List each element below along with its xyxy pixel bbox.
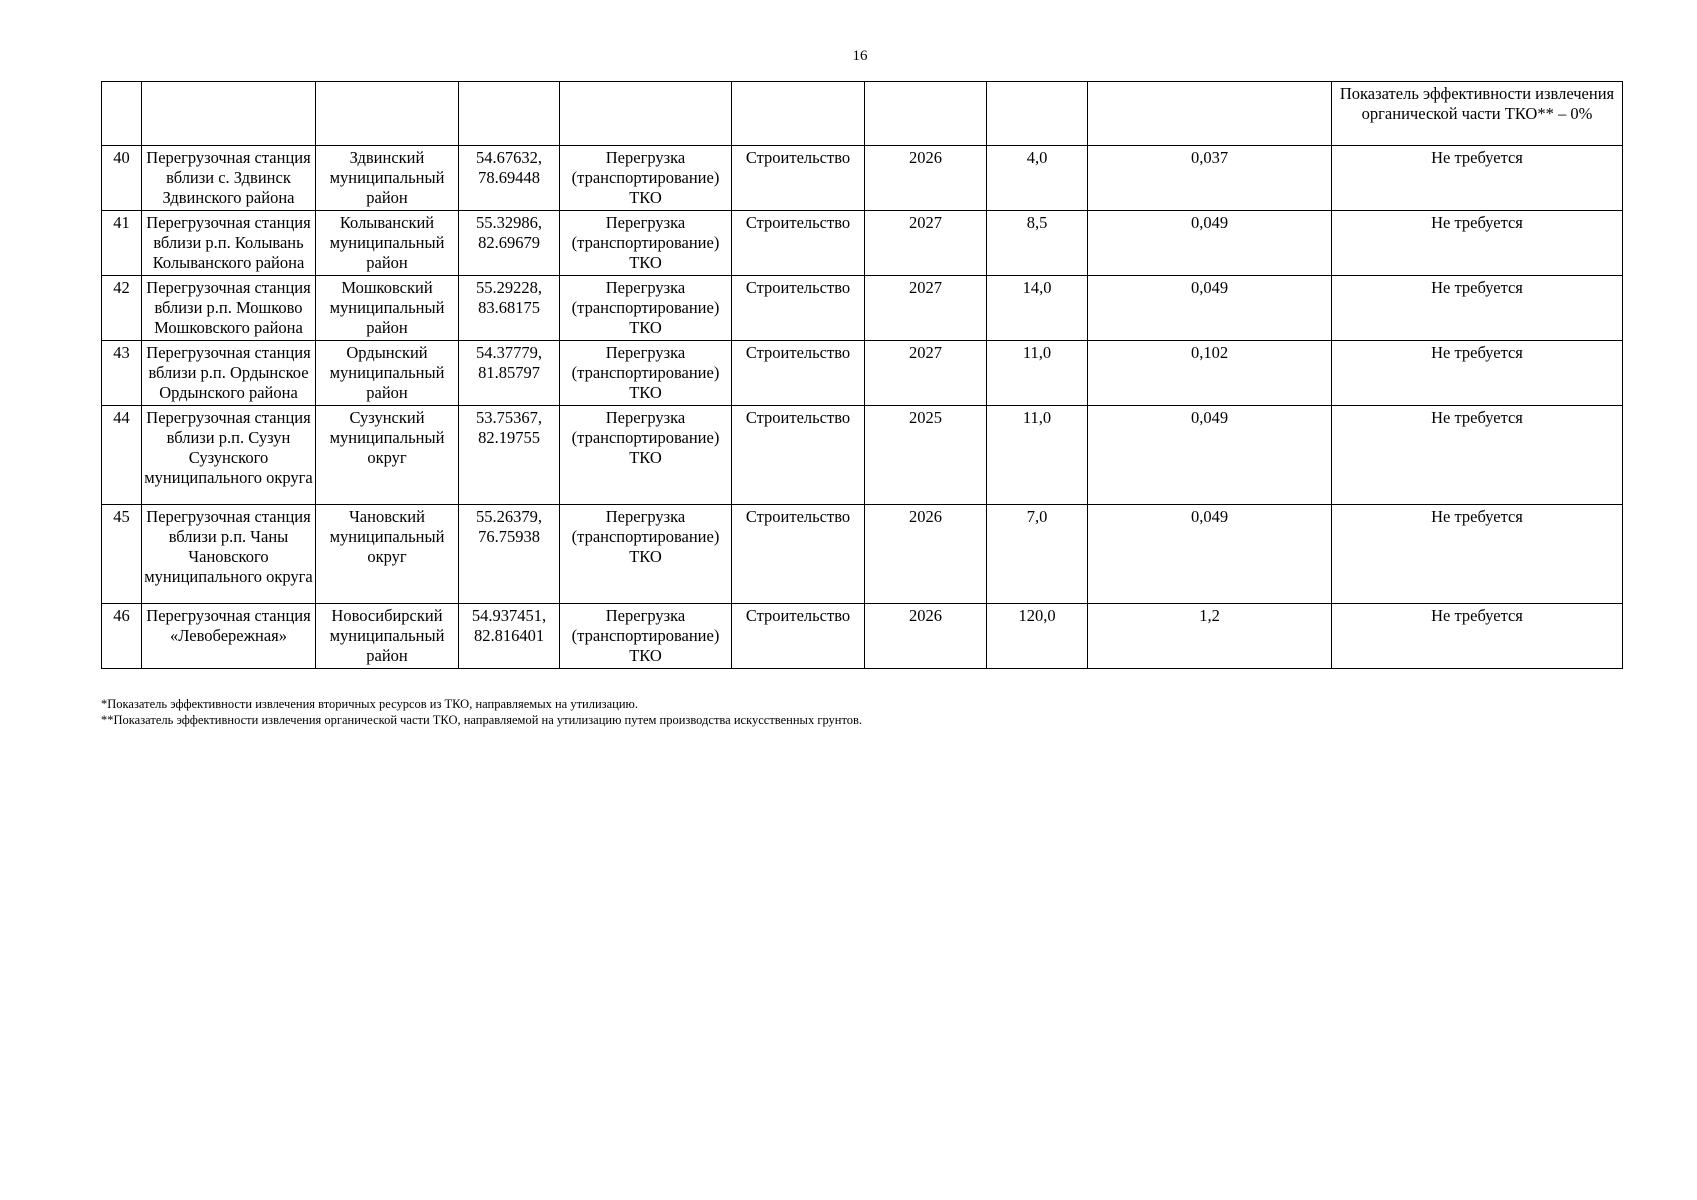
area: 0,049 [1088,406,1332,505]
district: Здвинский муниципальный район [316,146,459,211]
table-cell [987,82,1088,146]
indicator: Не требуется [1332,505,1623,604]
header-note-cell: Показатель эффективности извлечения органической части ТКО** – 0% [1332,82,1623,146]
row-number: 45 [102,505,142,604]
action: Строительство [732,341,865,406]
table-row [102,406,1623,505]
facility-type: Перегрузка (транспортирование) ТКО [560,276,732,341]
footnote-secondary-resources: *Показатель эффективности извлечения вторичных ресурсов из ТКО, направляемых на утилизацию. [101,697,638,711]
table-cell [459,82,560,146]
district: Колыванский муниципальный район [316,211,459,276]
coordinates: 54.67632, 78.69448 [459,146,560,211]
facility-type: Перегрузка (транспортирование) ТКО [560,406,732,505]
page-number: 16 [852,48,868,64]
action: Строительство [732,276,865,341]
indicator: Не требуется [1332,211,1623,276]
table-cell [316,82,459,146]
row-number: 40 [102,146,142,211]
area: 1,2 [1088,604,1332,669]
table-row [102,146,1623,211]
coordinates: 55.29228, 83.68175 [459,276,560,341]
capacity: 4,0 [987,146,1088,211]
table-cell [732,82,865,146]
area: 0,102 [1088,341,1332,406]
district: Мошковский муниципальный район [316,276,459,341]
area: 0,037 [1088,146,1332,211]
continuation-header-row [102,82,1623,146]
action: Строительство [732,211,865,276]
facility-name: Перегрузочная станция вблизи р.п. Мошково Мошковского района [142,276,316,341]
year: 2027 [865,211,987,276]
capacity: 11,0 [987,406,1088,505]
table-cell [102,82,142,146]
year: 2026 [865,146,987,211]
row-number: 43 [102,341,142,406]
table-cell [865,82,987,146]
year: 2027 [865,276,987,341]
area: 0,049 [1088,211,1332,276]
table-cell [560,82,732,146]
facility-type: Перегрузка (транспортирование) ТКО [560,341,732,406]
footnote-organic-part: **Показатель эффективности извлечения органической части ТКО, направляемой на утилизацию путем производства искусственных грунтов. [101,713,863,727]
table-row [102,341,1623,406]
district: Сузунский муниципальный округ [316,406,459,505]
table-cell [1088,82,1332,146]
year: 2026 [865,604,987,669]
area: 0,049 [1088,505,1332,604]
capacity: 8,5 [987,211,1088,276]
facility-name: Перегрузочная станция вблизи р.п. Сузун Сузунского муниципального округа [142,406,316,505]
table-row [102,505,1623,604]
facility-type: Перегрузка (транспортирование) ТКО [560,505,732,604]
year: 2027 [865,341,987,406]
coordinates: 54.37779, 81.85797 [459,341,560,406]
capacity: 14,0 [987,276,1088,341]
table-row [102,211,1623,276]
indicator: Не требуется [1332,276,1623,341]
row-number: 46 [102,604,142,669]
facility-type: Перегрузка (транспортирование) ТКО [560,211,732,276]
district: Новосибирский муниципальный район [316,604,459,669]
row-number: 41 [102,211,142,276]
row-number: 44 [102,406,142,505]
action: Строительство [732,505,865,604]
coordinates: 54.937451, 82.816401 [459,604,560,669]
coordinates: 55.32986, 82.69679 [459,211,560,276]
indicator: Не требуется [1332,146,1623,211]
coordinates: 55.26379, 76.75938 [459,505,560,604]
row-number: 42 [102,276,142,341]
district: Ордынский муниципальный район [316,341,459,406]
footnotes [101,696,862,728]
district: Чановский муниципальный округ [316,505,459,604]
area: 0,049 [1088,276,1332,341]
table-cell [142,82,316,146]
capacity: 7,0 [987,505,1088,604]
table-row [102,276,1623,341]
facility-name: Перегрузочная станция вблизи р.п. Ордынское Ордынского района [142,341,316,406]
action: Строительство [732,146,865,211]
table-row [102,604,1623,669]
facility-name: Перегрузочная станция вблизи с. Здвинск Здвинского района [142,146,316,211]
facility-name: Перегрузочная станция вблизи р.п. Колывань Колыванского района [142,211,316,276]
year: 2025 [865,406,987,505]
coordinates: 53.75367, 82.19755 [459,406,560,505]
indicator: Не требуется [1332,406,1623,505]
facilities-table [101,81,1623,669]
capacity: 11,0 [987,341,1088,406]
facility-name: Перегрузочная станция «Левобережная» [142,604,316,669]
action: Строительство [732,604,865,669]
facility-type: Перегрузка (транспортирование) ТКО [560,146,732,211]
action: Строительство [732,406,865,505]
indicator: Не требуется [1332,604,1623,669]
facility-type: Перегрузка (транспортирование) ТКО [560,604,732,669]
facility-name: Перегрузочная станция вблизи р.п. Чаны Чановского муниципального округа [142,505,316,604]
indicator: Не требуется [1332,341,1623,406]
capacity: 120,0 [987,604,1088,669]
year: 2026 [865,505,987,604]
